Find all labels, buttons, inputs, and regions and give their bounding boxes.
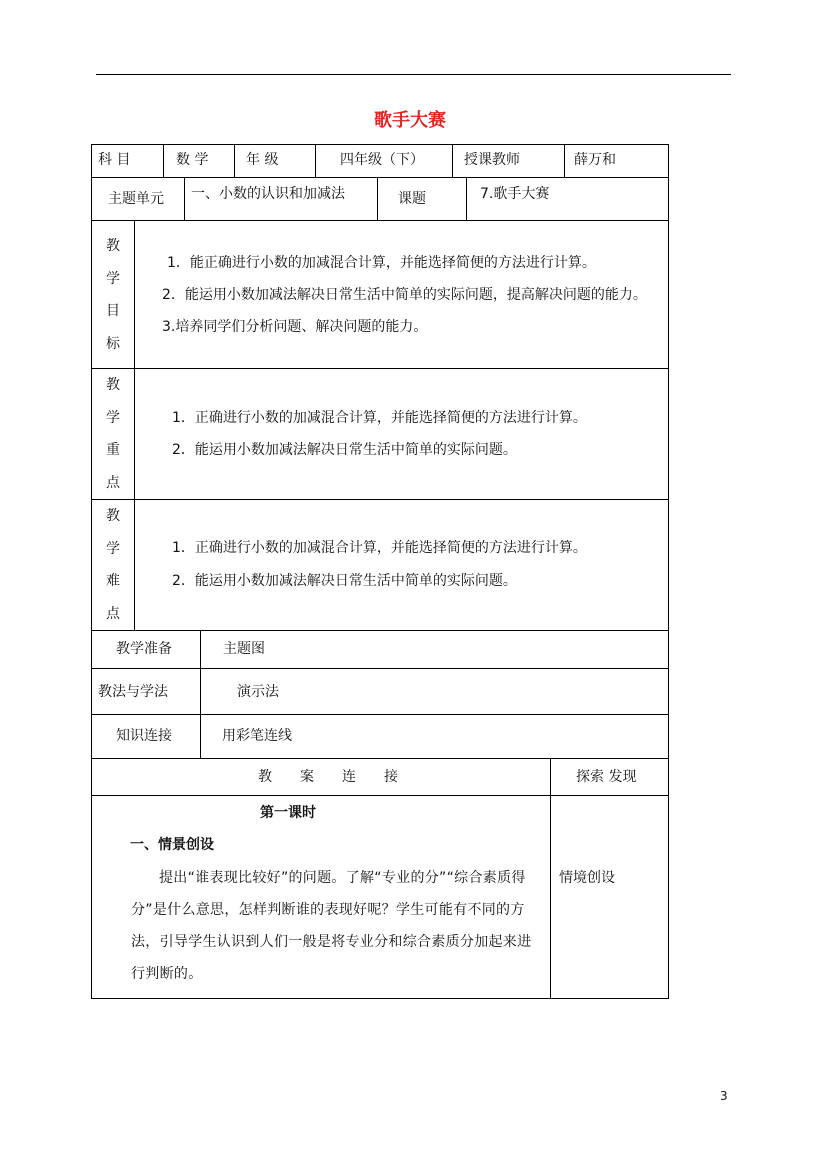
grade-value: 四年级（下） [340, 152, 424, 168]
connection-value: 用彩笔连线 [222, 728, 292, 744]
page-number: 3 [720, 1089, 728, 1103]
objective-item: 2．能运用小数加减法解决日常生活中简单的实际问题，提高解决问题的能力。 [162, 287, 647, 303]
unit-value: 一、小数的认识和加减法 [191, 186, 345, 202]
plan-paragraph: 提出“谁表现比较好”的问题。了解“专业的分”“综合素质得分”是什么意思，怎样判断谁的表现好呢？学生可能有不同的方法，引导学生认识到人们一般是将专业分和综合素质分加起来进行判断的。 [131, 870, 532, 982]
lesson-label: 课题 [398, 191, 426, 207]
plan-header-right: 探索 发现 [576, 769, 637, 785]
objective-item: 3.培养同学们分析问题、解决问题的能力。 [162, 319, 428, 335]
teacher-value: 薛万和 [574, 152, 616, 168]
preparation-value: 主题图 [223, 641, 265, 657]
side-note: 情境创设 [559, 870, 615, 886]
unit-label: 主题单元 [108, 191, 164, 207]
page-title: 歌手大赛 [374, 110, 446, 131]
lesson-session-title: 第一课时 [260, 805, 316, 821]
methods-label: 教法与学法 [98, 684, 168, 700]
methods-value: 演示法 [237, 684, 279, 700]
header-rule [96, 74, 731, 75]
key-point-item: 2．能运用小数加减法解决日常生活中简单的实际问题。 [172, 442, 517, 458]
grade-label: 年 级 [246, 152, 279, 168]
connection-label: 知识连接 [116, 728, 172, 744]
plan-header-left: 教 案 连 接 [258, 769, 398, 785]
key-point-item: 1．正确进行小数的加减混合计算，并能选择简便的方法进行计算。 [172, 410, 587, 426]
section-heading: 一、情景创设 [130, 837, 214, 853]
teacher-label: 授课教师 [464, 152, 520, 168]
objective-item: 1．能正确进行小数的加减混合计算，并能选择简便的方法进行计算。 [167, 255, 596, 271]
difficulty-item: 1．正确进行小数的加减混合计算，并能选择简便的方法进行计算。 [172, 540, 587, 556]
subject-value: 数 学 [176, 152, 209, 168]
preparation-label: 教学准备 [116, 641, 172, 657]
lesson-value: 7.歌手大赛 [480, 186, 550, 202]
difficulty-item: 2．能运用小数加减法解决日常生活中简单的实际问题。 [172, 573, 517, 589]
subject-label: 科 目 [98, 152, 131, 168]
